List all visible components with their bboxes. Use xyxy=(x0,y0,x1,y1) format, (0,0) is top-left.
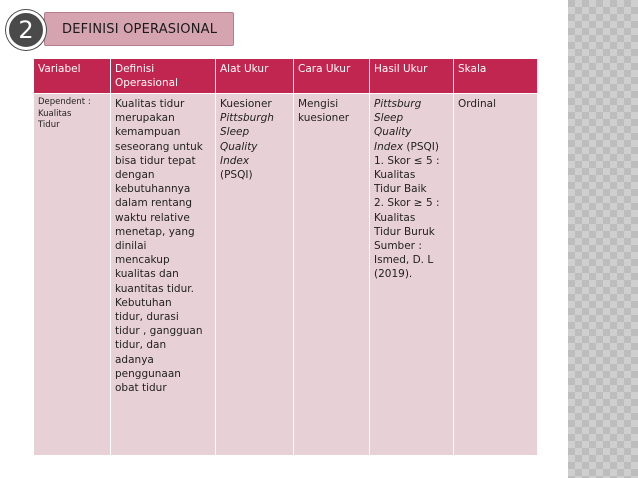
alat-ukur-line: Kuesioner xyxy=(220,98,272,110)
cell-skala xyxy=(454,94,538,456)
cell-alat-ukur xyxy=(216,94,294,456)
variabel-line: Kualitas xyxy=(38,108,72,119)
hasil-ukur-line: Sumber : xyxy=(374,240,422,253)
alat-ukur-line: Sleep xyxy=(220,126,250,139)
definisi-line: merupakan xyxy=(115,112,175,125)
definisi-line: bisa tidur tepat xyxy=(115,154,196,167)
alat-ukur-line: Pittsburgh xyxy=(220,112,274,125)
definisi-line: tidur, dan xyxy=(115,339,167,352)
slide-number-badge xyxy=(6,10,46,50)
hasil-ukur-line xyxy=(374,140,449,154)
definisi-line: mencakup xyxy=(115,254,170,267)
cara-ukur-line: Mengisi xyxy=(298,98,339,110)
hasil-ukur-index: Index xyxy=(374,140,404,153)
definisi-line: penggunaan xyxy=(115,367,181,380)
definisi-line: dalam rentang xyxy=(115,197,193,210)
definisi-line: adanya xyxy=(115,353,154,366)
alat-ukur-line: Quality xyxy=(220,140,258,153)
slide-title: DEFINISI OPERASIONAL xyxy=(62,22,218,37)
table-header-row xyxy=(34,59,538,94)
alat-ukur-line: (PSQI) xyxy=(220,169,253,182)
alat-ukur-line: Index xyxy=(220,154,250,167)
definisi-line: tidur, durasi xyxy=(115,311,179,324)
hasil-ukur-line: Kualitas xyxy=(374,211,416,224)
definisi-line: seseorang untuk xyxy=(115,140,203,153)
hasil-ukur-line: Tidur Buruk xyxy=(374,225,435,238)
definisi-line: kualitas dan xyxy=(115,268,179,281)
definisi-line: dengan xyxy=(115,169,155,182)
definisi-line: menetap, yang xyxy=(115,225,195,238)
header-variabel: Variabel xyxy=(34,59,111,94)
definisi-line: kemampuan xyxy=(115,126,181,139)
cara-ukur-line: kuesioner xyxy=(298,112,350,125)
cell-variabel xyxy=(34,94,111,456)
header-hasil-ukur: Hasil Ukur xyxy=(370,59,454,94)
definition-table xyxy=(33,58,538,456)
hasil-ukur-line: Pittsburg xyxy=(374,98,422,110)
cell-definisi xyxy=(111,94,216,456)
variabel-line: Dependent : xyxy=(38,97,91,107)
skala-value: Ordinal xyxy=(458,98,496,110)
definisi-line: tidur , gangguan xyxy=(115,325,203,338)
definisi-line: Kebutuhan xyxy=(115,296,172,309)
definisi-line: waktu relative xyxy=(115,211,190,224)
slide-number: 2 xyxy=(18,16,34,44)
table-row xyxy=(34,94,538,456)
decorative-side-strip xyxy=(568,0,638,478)
definisi-line: kuantitas tidur. xyxy=(115,282,194,295)
definisi-line: obat tidur xyxy=(115,382,167,395)
hasil-ukur-line: Quality xyxy=(374,126,412,139)
hasil-ukur-line: 2. Skor ≥ 5 : xyxy=(374,197,440,210)
hasil-ukur-line: (2019). xyxy=(374,268,413,281)
definisi-line: Kualitas tidur xyxy=(115,98,185,110)
cell-hasil-ukur xyxy=(370,94,454,456)
header-skala: Skala xyxy=(454,59,538,94)
definisi-line: dinilai xyxy=(115,240,147,253)
hasil-ukur-line: 1. Skor ≤ 5 : xyxy=(374,154,440,167)
hasil-ukur-line: Kualitas xyxy=(374,169,416,182)
header-alat-ukur: Alat Ukur xyxy=(216,59,294,94)
header-definisi-operasional: Definisi Operasional xyxy=(111,59,216,94)
cell-cara-ukur xyxy=(294,94,370,456)
hasil-ukur-psqi: (PSQI) xyxy=(403,140,439,153)
variabel-line: Tidur xyxy=(38,120,60,130)
hasil-ukur-line: Ismed, D. L xyxy=(374,254,434,267)
hasil-ukur-line: Sleep xyxy=(374,112,404,125)
definisi-line: kebutuhannya xyxy=(115,183,191,196)
hasil-ukur-line: Tidur Baik xyxy=(374,183,427,196)
header-cara-ukur: Cara Ukur xyxy=(294,59,370,94)
